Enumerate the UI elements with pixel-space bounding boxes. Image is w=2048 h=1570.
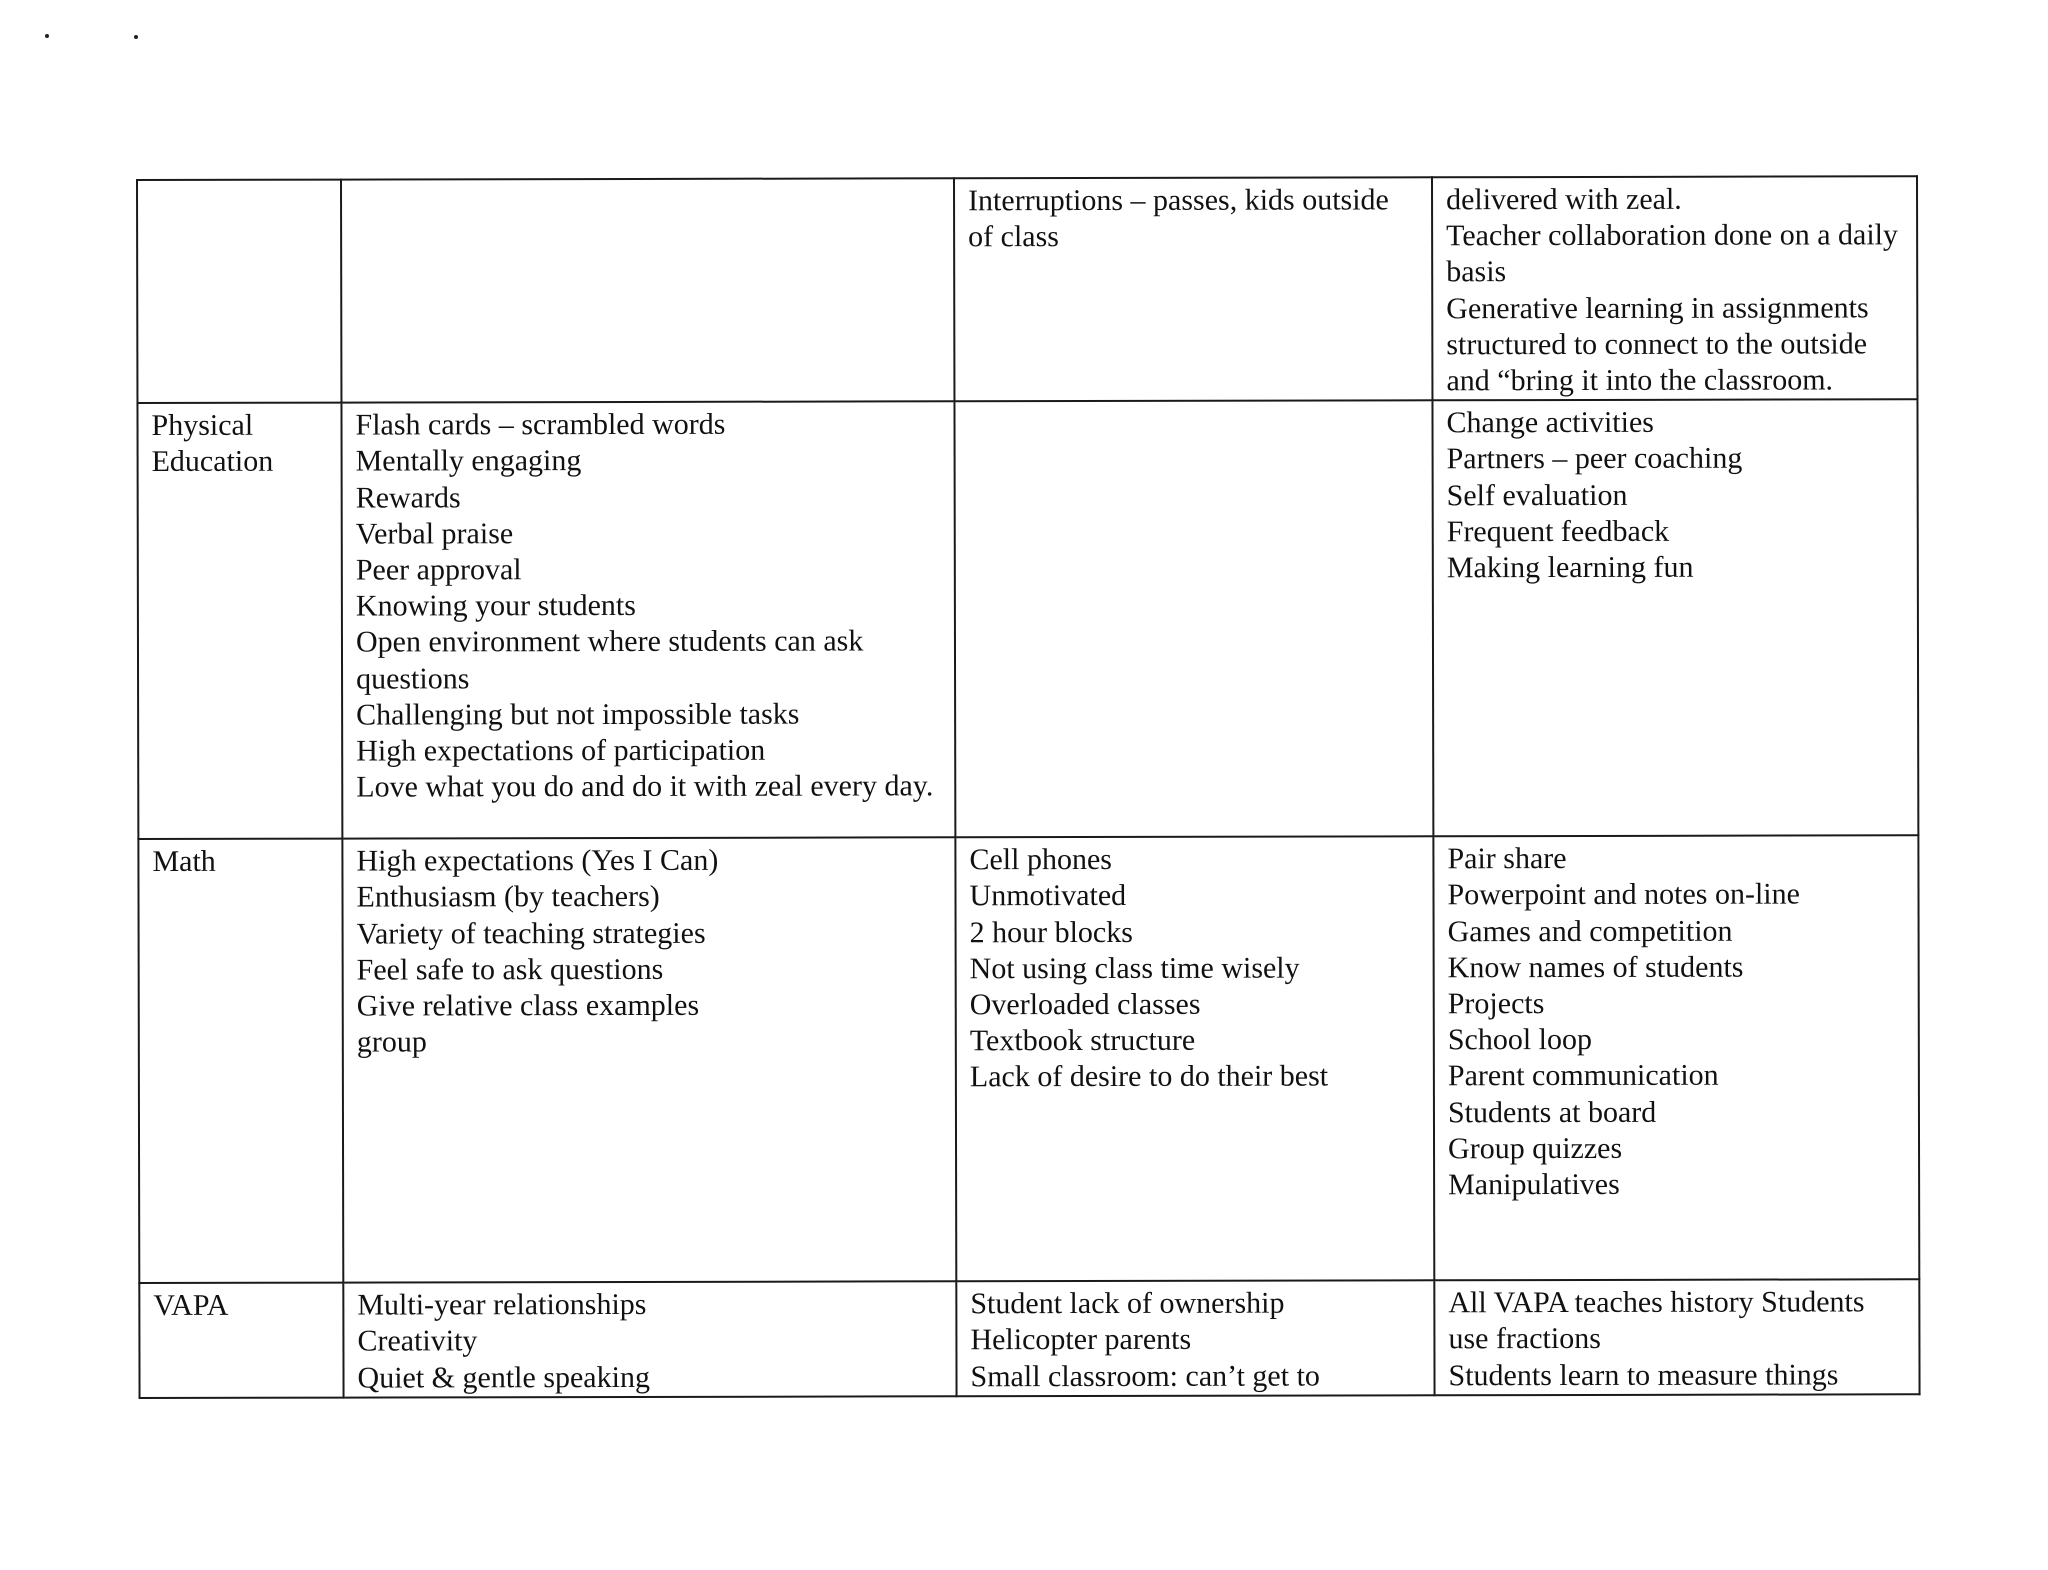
list-item: Variety of teaching strategies <box>356 916 706 951</box>
list-item: delivered with zeal. <box>1446 182 1682 217</box>
list-item: Partners – peer coaching <box>1446 442 1743 476</box>
subject-strategies-table <box>136 175 1921 1399</box>
list-item: Interruptions – passes, kids outside of class <box>968 183 1389 254</box>
list-item: Self evaluation <box>1446 478 1628 512</box>
list-item: Unmotivated <box>969 879 1127 913</box>
list-item: Flash cards – scrambled words <box>355 407 726 442</box>
list-item: Students at board <box>1447 1095 1657 1129</box>
list-item: Open environment where students can ask questions <box>355 624 864 696</box>
list-item: Not using class time wisely <box>969 951 1300 986</box>
list-item: Projects <box>1447 987 1545 1021</box>
strategies-cell <box>1433 835 1919 1280</box>
challenges-cell <box>954 177 1432 401</box>
list-item: Feel safe to ask questions <box>356 952 664 987</box>
list-item: Cell phones <box>969 843 1112 877</box>
challenges-cell <box>956 1281 1434 1397</box>
list-item: Overloaded classes <box>969 987 1201 1022</box>
subject-cell <box>139 1283 343 1398</box>
table-row <box>138 835 1919 1283</box>
list-item: Multi-year relationships <box>357 1288 647 1322</box>
scan-speck <box>45 34 49 38</box>
list-item: High expectations (Yes I Can) <box>356 844 719 878</box>
subject-cell <box>137 403 342 839</box>
list-item: Pair share <box>1447 842 1567 876</box>
table-row <box>137 399 1918 839</box>
strengths-cell <box>343 1282 956 1398</box>
list-item: Frequent feedback <box>1446 514 1670 549</box>
list-item: Know names of students <box>1447 950 1744 985</box>
list-item: Verbal praise <box>355 517 514 551</box>
table-row <box>139 1279 1919 1397</box>
subject-label: Math <box>152 845 216 879</box>
subject-label: Education <box>151 445 274 479</box>
list-item: Peer approval <box>355 553 522 587</box>
challenges-cell <box>954 401 1433 838</box>
strengths-cell <box>341 402 955 839</box>
list-item: Lack of desire to do their best <box>969 1059 1329 1094</box>
list-item: Making learning fun <box>1446 550 1694 585</box>
list-item: Mentally engaging <box>355 444 582 478</box>
subject-label: Physical <box>151 408 254 443</box>
list-item: Generative learning in assignments structured to connect to the outside and “bring it into the classroom. <box>1446 290 1869 398</box>
list-item: Helicopter parents <box>970 1323 1192 1357</box>
list-item: group <box>356 1025 427 1059</box>
strengths-cell <box>342 838 956 1283</box>
strategies-cell <box>1432 176 1917 400</box>
strengths-cell <box>341 178 954 403</box>
list-item: Parent communication <box>1447 1059 1719 1093</box>
list-item: Enthusiasm (by teachers) <box>356 880 660 914</box>
strategies-cell <box>1434 1279 1919 1395</box>
list-item: Powerpoint and notes on-line <box>1447 877 1800 912</box>
list-item: Love what you do and do it with zeal every day. <box>356 769 934 804</box>
list-item: Quiet & gentle speaking <box>357 1360 650 1395</box>
list-item: Textbook structure <box>969 1024 1196 1058</box>
list-item: Give relative class examples <box>356 988 700 1023</box>
challenges-cell <box>955 837 1434 1282</box>
list-item: 2 hour blocks <box>969 915 1133 949</box>
list-item: Teacher collaboration done on a daily basis <box>1446 218 1899 289</box>
list-item: Challenging but not impossible tasks <box>356 697 800 732</box>
subject-cell <box>137 180 341 404</box>
list-item: Student lack of ownership <box>970 1286 1285 1321</box>
list-item: Group quizzes <box>1447 1131 1623 1166</box>
list-item: Knowing your students <box>355 589 636 623</box>
subject-cell <box>138 839 343 1283</box>
list-item: Rewards <box>355 480 461 515</box>
scan-speck <box>134 35 138 39</box>
table-row <box>137 176 1917 403</box>
list-item: School loop <box>1447 1023 1593 1057</box>
list-item: All VAPA teaches history Students use fractions <box>1448 1285 1865 1356</box>
list-item: Creativity <box>357 1324 478 1358</box>
subject-label: VAPA <box>153 1289 229 1323</box>
list-item: Change activities <box>1446 406 1654 440</box>
list-item: Manipulatives <box>1448 1167 1620 1202</box>
strategies-cell <box>1432 399 1918 836</box>
list-item: Students learn to measure things <box>1448 1358 1839 1392</box>
list-item: High expectations of participation <box>356 733 766 768</box>
list-item: Small classroom: can’t get to <box>970 1359 1320 1393</box>
list-item: Games and competition <box>1447 914 1733 948</box>
